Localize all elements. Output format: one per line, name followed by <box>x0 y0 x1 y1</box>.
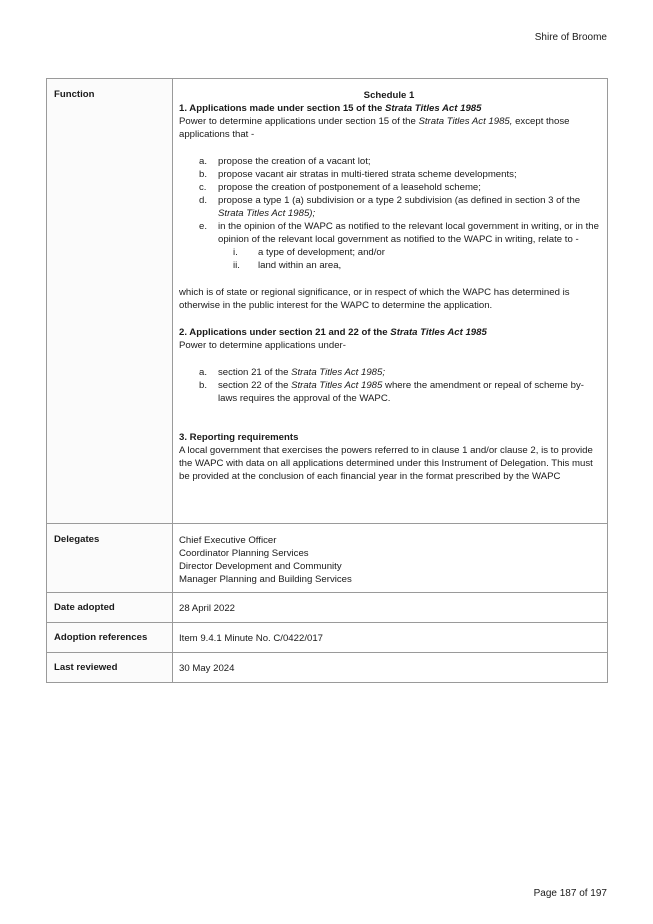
delegate-item: Manager Planning and Building Services <box>179 574 352 585</box>
function-label: Function <box>54 89 95 100</box>
adoption-references-value-cell <box>173 623 608 653</box>
adoption-references-label: Adoption references <box>54 632 148 643</box>
list-item: a. propose the creation of a vacant lot; <box>199 156 371 167</box>
date-adopted-label: Date adopted <box>54 602 115 613</box>
date-adopted-label-cell <box>47 593 173 623</box>
section-2-heading: 2. Applications under section 21 and 22 of the Strata Titles Act 1985 <box>179 327 487 338</box>
date-adopted-value: 28 April 2022 <box>179 603 236 614</box>
function-content <box>173 79 607 523</box>
adoption-references-row <box>47 623 608 653</box>
delegate-item: Coordinator Planning Services <box>179 548 309 559</box>
section-3-heading: 3. Reporting requirements <box>179 432 299 443</box>
last-reviewed-row <box>47 653 608 683</box>
delegates-row <box>47 524 608 593</box>
delegates-list <box>173 524 607 586</box>
section-2-intro: Power to determine applications under- <box>179 340 346 351</box>
date-adopted-row <box>47 593 608 623</box>
list-item: b. section 22 of the Strata Titles Act 1985 where the amendment or repeal of scheme by-laws requires the approval of the WAPC. <box>199 380 584 404</box>
last-reviewed-label: Last reviewed <box>54 662 118 673</box>
list-item: a. section 21 of the Strata Titles Act 1985; <box>199 367 386 378</box>
delegates-label: Delegates <box>54 534 100 545</box>
organisation-name: Shire of Broome <box>534 32 607 43</box>
delegation-table <box>46 78 608 683</box>
delegates-content-cell <box>173 524 608 593</box>
date-adopted-value-cell <box>173 593 608 623</box>
section-1-heading: 1. Applications made under section 15 of the Strata Titles Act 1985 <box>179 103 482 114</box>
sub-list-item: i. a type of development; and/or <box>233 247 385 258</box>
adoption-references-label-cell <box>47 623 173 653</box>
last-reviewed-label-cell <box>47 653 173 683</box>
last-reviewed-value: 30 May 2024 <box>179 663 235 674</box>
last-reviewed-value-cell <box>173 653 608 683</box>
page-number: Page 187 of 197 <box>533 888 607 899</box>
list-item: d. propose a type 1 (a) subdivision or a type 2 subdivision (as defined in section 3 of the Strata Titles Act 1985); <box>199 195 581 219</box>
section-1-closing: which is of state or regional significance, or in respect of which the WAPC has determined is otherwise in the public interest for the WAPC to determine the application. <box>179 287 570 311</box>
section-1-sublist <box>218 246 599 272</box>
list-item: b. propose vacant air stratas in multi-tiered strata scheme developments; <box>199 169 517 180</box>
list-item: e. in the opinion of the WAPC as notified to the relevant local government in writing, or in the opinion of the relevant local government as notified to the WAPC in writing, relate to - i. a type of development; and/or ii. land within an area, <box>199 221 599 271</box>
delegates-label-cell <box>47 524 173 593</box>
section-2-list <box>179 366 599 405</box>
function-label-cell <box>47 79 173 524</box>
schedule-title: Schedule 1 <box>363 90 415 101</box>
sub-list-item: ii. land within an area, <box>233 260 342 271</box>
function-row <box>47 79 608 524</box>
section-1-intro: Power to determine applications under section 15 of the Strata Titles Act 1985, except those applications that - <box>179 116 570 140</box>
section-3-text: A local government that exercises the powers referred to in clause 1 and/or clause 2, is to provide the WAPC with data on all applications determined under this Instrument of Delegation. This must be provided at the conclusion of each financial year in the format prescribed by the WAPC <box>179 445 593 482</box>
list-item: c. propose the creation of postponement of a leasehold scheme; <box>199 182 481 193</box>
section-1-list <box>179 155 599 272</box>
delegate-item: Director Development and Community <box>179 561 342 572</box>
function-content-cell <box>173 79 608 524</box>
delegate-item: Chief Executive Officer <box>179 535 277 546</box>
adoption-references-value: Item 9.4.1 Minute No. C/0422/017 <box>179 633 323 644</box>
